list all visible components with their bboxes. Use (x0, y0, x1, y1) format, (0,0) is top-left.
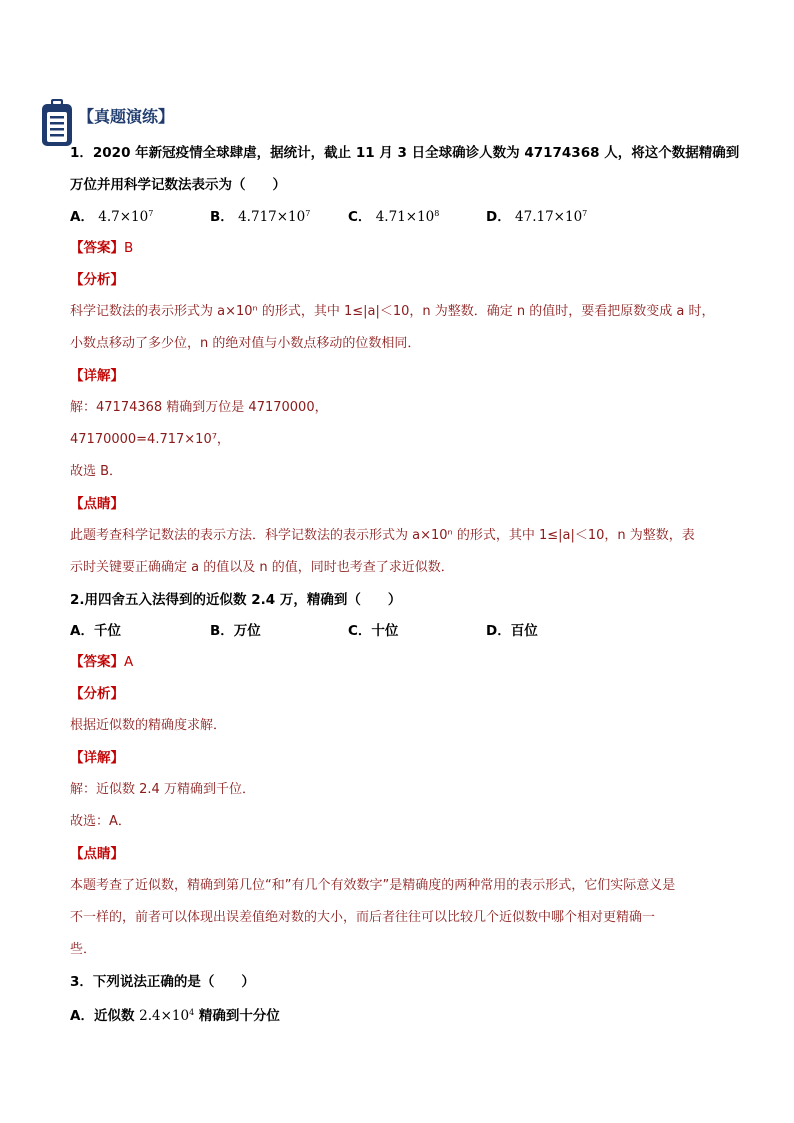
q2-detail-tag: 【详解】 (70, 750, 124, 766)
q1-answer-value: B (124, 240, 134, 256)
q2-answer-value: A (124, 654, 134, 670)
q1-option-d-label: D． (486, 209, 511, 225)
q1-option-b-value: $4.717\times 10^7$ (238, 209, 311, 225)
q1-option-a-label: A． (70, 209, 94, 225)
q1-detail-line2: 47170000=4.717×10⁷， (70, 432, 230, 447)
q1-option-c-label: C． (348, 209, 372, 225)
q2-analysis-line1: 根据近似数的精确度求解． (70, 718, 227, 733)
q1-option-d (486, 207, 587, 227)
q1-analysis-tag: 【分析】 (70, 272, 124, 288)
q2-answer-tag: 【答案】 (70, 654, 124, 670)
q3-option-a-label: A．近似数 (70, 1008, 135, 1024)
q1-comment-tag: 【点睛】 (70, 496, 124, 512)
q2-stem: 2.用四舍五入法得到的近似数 2.4 万，精确到（ ） (70, 592, 402, 608)
q1-comment-line1: 此题考查科学记数法的表示方法．科学记数法的表示形式为 a×10ⁿ 的形式，其中 1≤|a|＜10，n 为整数，表 (70, 528, 695, 543)
q1-stem-line2: 万位并用科学记数法表示为（ ） (70, 177, 286, 193)
q1-detail-tag: 【详解】 (70, 368, 124, 384)
q1-answer-tag: 【答案】 (70, 240, 124, 256)
q1-option-b-label: B． (210, 209, 234, 225)
q2-detail-line2: 故选：A． (70, 814, 131, 829)
q3-option-a-value: $2.4\times 10^4$ (139, 1008, 195, 1024)
section-title: 【真题演练】 (78, 107, 175, 126)
q2-comment-line3: 些． (70, 942, 97, 957)
clipboard-icon (40, 98, 74, 148)
q3-option-a (70, 1006, 280, 1026)
q1-stem-line1: 1．2020 年新冠疫情全球肆虐，据统计，截止 11 月 3 日全球确诊人数为 47174368 人，将这个数据精确到 (70, 145, 740, 161)
q2-option-c: C．十位 (348, 623, 399, 639)
q2-analysis-tag: 【分析】 (70, 686, 124, 702)
q1-option-c-value: $4.71\times 10^8$ (375, 209, 440, 225)
q2-comment-line2: 不一样的，前者可以体现出误差值绝对数的大小，而后者往往可以比较几个近似数中哪个相对更精确一 (70, 910, 656, 925)
q2-option-a: A．千位 (70, 623, 121, 639)
q3-stem: 3．下列说法正确的是（ ） (70, 974, 255, 990)
q2-detail-line1: 解：近似数 2.4 万精确到千位． (70, 782, 255, 797)
q1-option-a (70, 207, 153, 227)
q1-option-a-value: $4.7\times 10^7$ (98, 209, 154, 225)
q2-option-b: B．万位 (210, 623, 261, 639)
q1-comment-line2: 示时关键要正确确定 a 的值以及 n 的值，同时也考查了求近似数． (70, 560, 454, 575)
q1-analysis-line1: 科学记数法的表示形式为 a×10ⁿ 的形式，其中 1≤|a|＜10，n 为整数．确定 n 的值时，要看把原数变成 a 时， (70, 304, 715, 319)
q1-analysis-line2: 小数点移动了多少位，n 的绝对值与小数点移动的位数相同． (70, 336, 421, 351)
q2-comment-tag: 【点睛】 (70, 846, 124, 862)
q2-comment-line1: 本题考查了近似数，精确到第几位“和”有几个有效数字”是精确度的两种常用的表示形式，它们实际意义是 (70, 878, 676, 893)
q2-answer (70, 652, 133, 672)
q1-detail-line3: 故选 B． (70, 464, 123, 479)
q1-detail-line1: 解：47174368 精确到万位是 47170000， (70, 400, 328, 415)
q3-option-a-tail: 精确到十分位 (198, 1008, 280, 1024)
q2-option-d: D．百位 (486, 623, 538, 639)
q1-option-c (348, 207, 439, 227)
q1-option-b (210, 207, 310, 227)
q1-answer (70, 238, 133, 258)
q1-option-d-value: $47.17\times 10^7$ (515, 209, 588, 225)
